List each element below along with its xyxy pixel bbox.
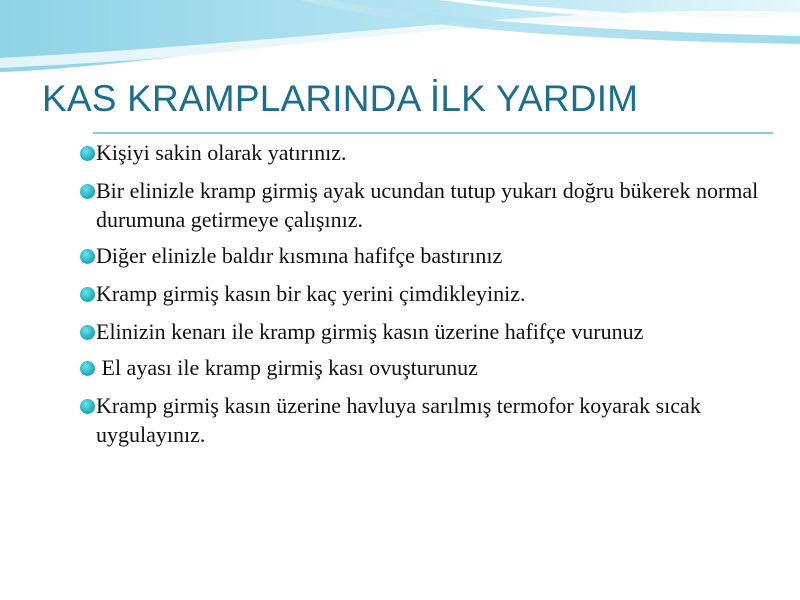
wave-header-decoration — [0, 0, 800, 80]
circle-bullet-icon — [80, 361, 95, 376]
circle-bullet-icon — [80, 287, 95, 302]
list-item — [80, 279, 780, 308]
list-item — [80, 241, 780, 270]
title-divider — [93, 132, 773, 134]
list-item — [80, 353, 780, 382]
bullet-list — [80, 138, 780, 456]
circle-bullet-icon — [80, 184, 95, 199]
page-title: KAS KRAMPLARINDA İLK YARDIM — [42, 78, 639, 119]
list-item-text: Bir elinizle kramp girmiş ayak ucundan tutup yukarı doğru bükerek normal durumuna getirmeye çalışınız. — [96, 178, 764, 232]
circle-bullet-icon — [80, 146, 95, 161]
list-item — [80, 317, 780, 346]
list-item — [80, 138, 780, 167]
list-item-text: Kramp girmiş kasın üzerine havluya sarılmış termofor koyarak sıcak uygulayınız. — [96, 393, 712, 447]
circle-bullet-icon — [80, 399, 95, 414]
list-item-text: Elinizin kenarı ile kramp girmiş kasın üzerine hafifçe vurunuz — [96, 319, 644, 344]
circle-bullet-icon — [80, 325, 95, 340]
list-item-text: Diğer elinizle baldır kısmına hafifçe bastırınız — [96, 243, 503, 268]
list-item-text: Kişiyi sakin olarak yatırınız. — [96, 140, 347, 165]
list-item — [80, 391, 780, 449]
list-item-text: El ayası ile kramp girmiş kası ovuşturunuz — [96, 355, 478, 380]
list-item-text: Kramp girmiş kasın bir kaç yerini çimdikleyiniz. — [96, 281, 526, 306]
list-item — [80, 176, 780, 234]
circle-bullet-icon — [80, 249, 95, 264]
